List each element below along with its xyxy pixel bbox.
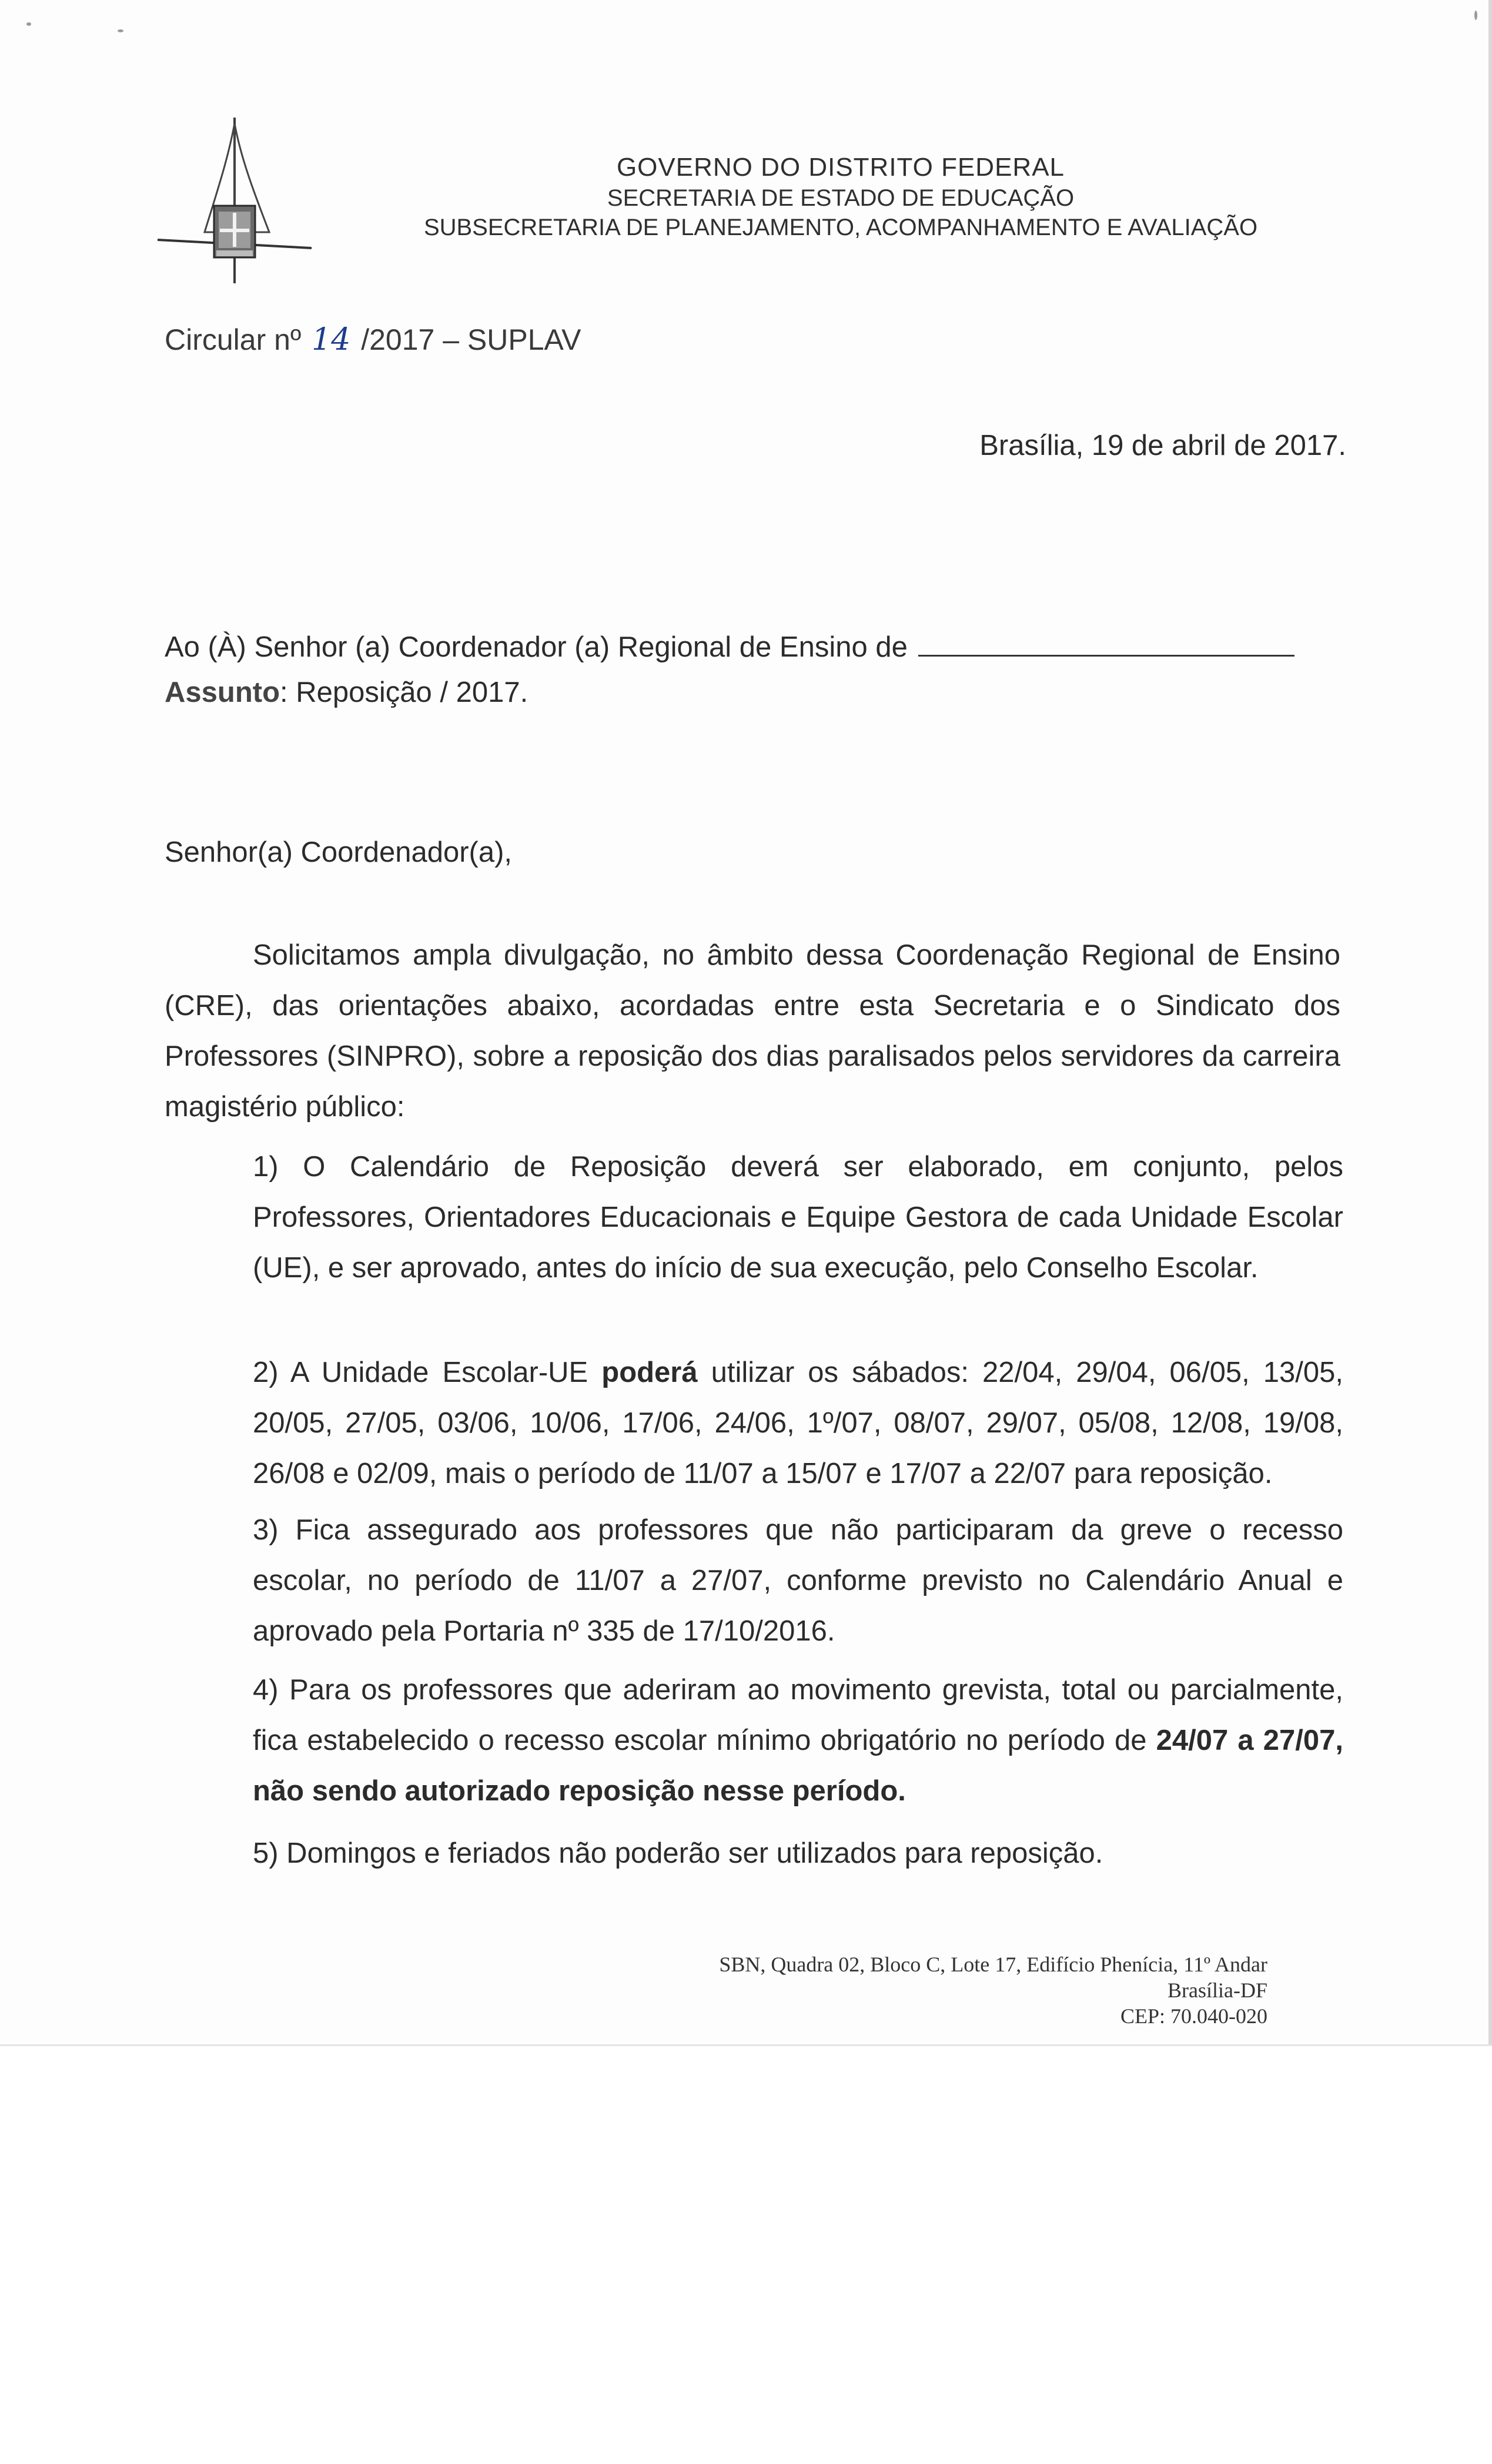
addressee-blank-line xyxy=(918,628,1294,657)
item-4-emphasis: 24/07 a 27/07, não sendo autorizado reposição nesse período. xyxy=(253,1725,1343,1807)
scan-speck xyxy=(26,22,31,26)
circular-reference xyxy=(165,322,581,357)
intro-paragraph: Solicitamos ampla divulgação, no âmbito dessa Coordenação Regional de Ensino (CRE), das orientações abaixo, acordadas entre esta Secretaria e o Sindicato dos Professores (SINPRO), sobre a reposição dos dias paralisados pelos servidores da carreira magistério público: xyxy=(165,939,1340,1123)
circular-prefix: Circular nº xyxy=(165,323,302,356)
letterhead xyxy=(329,152,1352,242)
page-edge xyxy=(1488,0,1492,2045)
salutation: Senhor(a) Coordenador(a), xyxy=(165,836,513,868)
item-2-text-end: utilizar os sábados: 22/04, 29/04, 06/05, 13/05, 20/05, 27/05, 03/06, 10/06, 17/06, 24/06, 1º/07, 08/07, 29/07, 05/08, 12/08, 19/08, 26/08 e 02/09, mais o período de 11/07 a 15/07 e 17/07 a 22/07 para reposição. xyxy=(253,1357,1343,1489)
footer-city: Brasília-DF xyxy=(1167,1978,1267,2002)
brasilia-coat-of-arms-icon xyxy=(158,118,312,288)
circular-number-handwritten: 14 xyxy=(312,322,351,357)
letter-date: Brasília, 19 de abril de 2017. xyxy=(979,430,1346,461)
list-item-3: 3) Fica assegurado aos professores que não participaram da greve o recesso escolar, no período de 11/07 a 27/07, conforme previsto no Calendário Anual e aprovado pela Portaria nº 335 de 17/10/2016. xyxy=(253,1514,1343,1647)
footer-postal-code: CEP: 70.040-020 xyxy=(1120,2004,1267,2028)
letterhead-secretariat: SECRETARIA DE ESTADO DE EDUCAÇÃO xyxy=(607,185,1075,211)
list-item-5: 5) Domingos e feriados não poderão ser utilizados para reposição. xyxy=(253,1837,1103,1869)
letterhead-government: GOVERNO DO DISTRITO FEDERAL xyxy=(616,153,1065,182)
scan-speck xyxy=(1474,11,1477,20)
subject-label: Assunto xyxy=(165,677,280,708)
list-item-4 xyxy=(253,1665,1343,1816)
item-4-text-start: 4) Para os professores que aderiram ao movimento grevista, total ou parcialmente, fica estabelecido o recesso escolar mínimo obrigatório no período de xyxy=(253,1674,1343,1756)
page-bottom-edge xyxy=(0,2044,1492,2046)
subject-line xyxy=(165,676,528,709)
letterhead-subsecretariat: SUBSECRETARIA DE PLANEJAMENTO, ACOMPANHAMENTO E AVALIAÇÃO xyxy=(423,215,1258,240)
scan-speck xyxy=(118,29,123,32)
subject-text: : Reposição / 2017. xyxy=(280,677,528,708)
item-2-text-start: 2) A Unidade Escolar-UE xyxy=(253,1357,602,1388)
list-item-1: 1) O Calendário de Reposição deverá ser elaborado, em conjunto, pelos Professores, Orientadores Educacionais e Equipe Gestora de cada Unidade Escolar (UE), e ser aprovado, antes do início de sua execução, pelo Conselho Escolar. xyxy=(253,1151,1343,1284)
addressee-line xyxy=(165,628,1294,664)
list-item-2 xyxy=(253,1347,1343,1499)
item-2-emphasis: poderá xyxy=(601,1357,698,1388)
circular-suffix: /2017 – SUPLAV xyxy=(361,323,581,356)
footer-street: SBN, Quadra 02, Bloco C, Lote 17, Edifício Phenícia, 11º Andar xyxy=(719,1953,1267,1976)
footer-address xyxy=(719,1951,1267,2029)
addressee-text: Ao (À) Senhor (a) Coordenador (a) Regional de Ensino de xyxy=(165,631,908,663)
